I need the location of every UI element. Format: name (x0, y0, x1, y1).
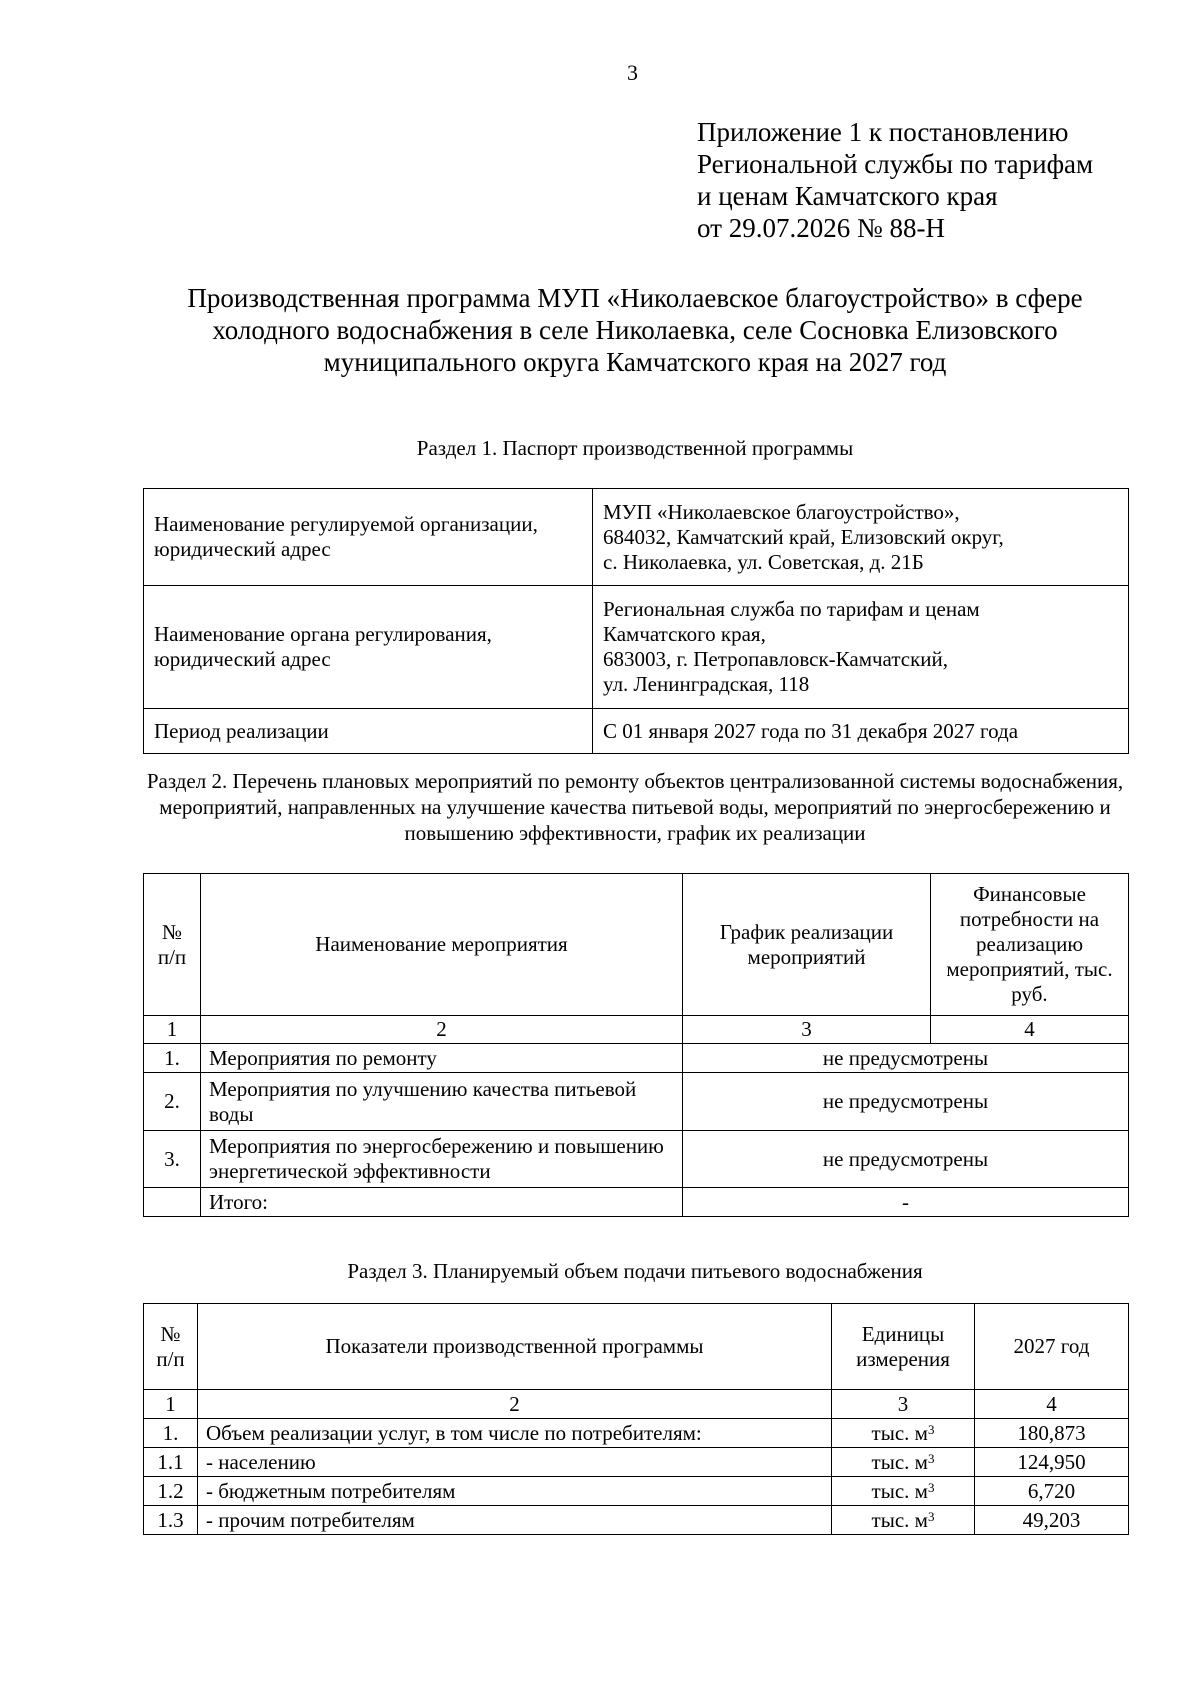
row-value: 124,950 (975, 1448, 1129, 1477)
unit-text: тыс. м (871, 1478, 928, 1503)
row-value: 49,203 (975, 1506, 1129, 1535)
total-value: - (683, 1188, 1129, 1217)
row-name: - населению (198, 1448, 832, 1477)
row-value (593, 586, 1129, 709)
row-num: 1.1 (144, 1448, 198, 1477)
row-unit (832, 1506, 975, 1535)
row-value: не предусмотрены (683, 1044, 1129, 1073)
row-num: 1. (144, 1419, 198, 1448)
table-row (144, 709, 1129, 754)
row-name: Мероприятия по энергосбережению и повышению энергетической эффективности (201, 1131, 683, 1188)
col-number: 3 (832, 1390, 975, 1419)
measures-table (143, 873, 1129, 1217)
row-num: 1. (144, 1044, 201, 1073)
appendix-line: Региональной службы по тарифам (697, 149, 1094, 179)
col-number: 4 (975, 1390, 1129, 1419)
table-row (144, 1419, 1129, 1448)
appendix-line: от 29.07.2026 № 88-Н (697, 213, 945, 243)
row-value (593, 489, 1129, 586)
section3-heading: Раздел 3. Планируемый объем подачи питьевого водоснабжения (347, 1259, 923, 1283)
passport-table (143, 488, 1129, 754)
total-label: Итого: (201, 1188, 683, 1217)
row-name: Мероприятия по ремонту (201, 1044, 683, 1073)
unit-text: тыс. м (871, 1420, 928, 1445)
col-number: 1 (144, 1390, 198, 1419)
total-row (144, 1188, 1129, 1217)
section1-heading: Раздел 1. Паспорт производственной программы (416, 436, 854, 460)
value-line: Региональная служба по тарифам и ценам (603, 597, 980, 621)
appendix-line: и ценам Камчатского края (697, 181, 998, 211)
col-number: 1 (144, 1016, 201, 1044)
header-num: № п/п (144, 1304, 198, 1390)
header-name: Наименование мероприятия (201, 874, 683, 1016)
value-line: МУП «Николаевское благоустройство», (603, 499, 960, 524)
row-label: Наименование регулируемой организации, юридический адрес (144, 489, 593, 586)
row-unit (832, 1448, 975, 1477)
value-line: 683003, г. Петропавловск-Камчатский, (603, 647, 949, 671)
row-value: 180,873 (975, 1419, 1129, 1448)
row-name: - бюджетным потребителям (198, 1477, 832, 1506)
header-indicator: Показатели производственной программы (198, 1304, 832, 1390)
col-number: 2 (198, 1390, 832, 1419)
col-number: 4 (931, 1016, 1129, 1044)
row-num: 1.3 (144, 1506, 198, 1535)
row-name: Объем реализации услуг, в том числе по потребителям: (198, 1419, 832, 1448)
document-title: Производственная программа МУП «Николаевское благоустройство» в сфере холодного водоснабжения в селе Николаевка, селе Сосновка Елизовского муниципального округа Камчатского края на 2027 год (187, 283, 1083, 377)
header-num: № п/п (144, 874, 201, 1016)
unit-superscript: 3 (927, 1479, 935, 1495)
table-row (144, 1131, 1129, 1188)
unit-superscript: 3 (927, 1421, 935, 1437)
header-schedule: График реализации мероприятий (683, 874, 931, 1016)
row-value: не предусмотрены (683, 1131, 1129, 1188)
header-finance: Финансовые потребности на реализацию мероприятий, тыс. руб. (931, 874, 1129, 1016)
row-name: - прочим потребителям (198, 1506, 832, 1535)
table-row (144, 586, 1129, 709)
row-num: 1.2 (144, 1477, 198, 1506)
unit-superscript: 3 (927, 1450, 935, 1466)
row-unit (832, 1419, 975, 1448)
row-value: 6,720 (975, 1477, 1129, 1506)
row-num: 3. (144, 1131, 201, 1188)
row-num: 2. (144, 1073, 201, 1131)
table-row (144, 1044, 1129, 1073)
page-number: 3 (627, 60, 638, 85)
header-unit: Единицы измерения (832, 1304, 975, 1390)
table-row (144, 1448, 1129, 1477)
row-name: Мероприятия по улучшению качества питьевой воды (201, 1073, 683, 1131)
header-year: 2027 год (975, 1304, 1129, 1390)
table-row (144, 1073, 1129, 1131)
table-header-row (144, 1304, 1129, 1390)
volume-table (143, 1303, 1129, 1535)
column-number-row (144, 1016, 1129, 1044)
row-value: не предусмотрены (683, 1073, 1129, 1131)
row-num (144, 1188, 201, 1217)
column-number-row (144, 1390, 1129, 1419)
unit-text: тыс. м (871, 1507, 928, 1532)
table-row (144, 1506, 1129, 1535)
value-line: с. Николаевка, ул. Советская, д. 21Б (603, 549, 924, 574)
row-unit (832, 1477, 975, 1506)
value-line: ул. Ленинградская, 118 (603, 672, 810, 696)
table-header-row (144, 874, 1129, 1016)
value-line: С 01 января 2027 года по 31 декабря 2027 года (603, 718, 1019, 743)
row-label: Период реализации (144, 709, 593, 754)
row-label: Наименование органа регулирования, юридический адрес (144, 586, 593, 709)
value-line: Камчатского края, (603, 622, 766, 646)
table-row (144, 489, 1129, 586)
section2-heading: Раздел 2. Перечень плановых мероприятий по ремонту объектов централизованной системы водоснабжения, мероприятий, направленных на улучшение качества питьевой воды, мероприятий по энергосбережению и повышению эффективности, график их реализации (146, 769, 1124, 845)
appendix-block (697, 116, 1093, 244)
table-row (144, 1477, 1129, 1506)
appendix-line: Приложение 1 к постановлению (697, 117, 1069, 147)
unit-text: тыс. м (871, 1449, 928, 1474)
unit-superscript: 3 (927, 1508, 935, 1524)
value-line: 684032, Камчатский край, Елизовский округ, (603, 524, 1004, 549)
row-value (593, 709, 1129, 754)
col-number: 3 (683, 1016, 931, 1044)
col-number: 2 (201, 1016, 683, 1044)
